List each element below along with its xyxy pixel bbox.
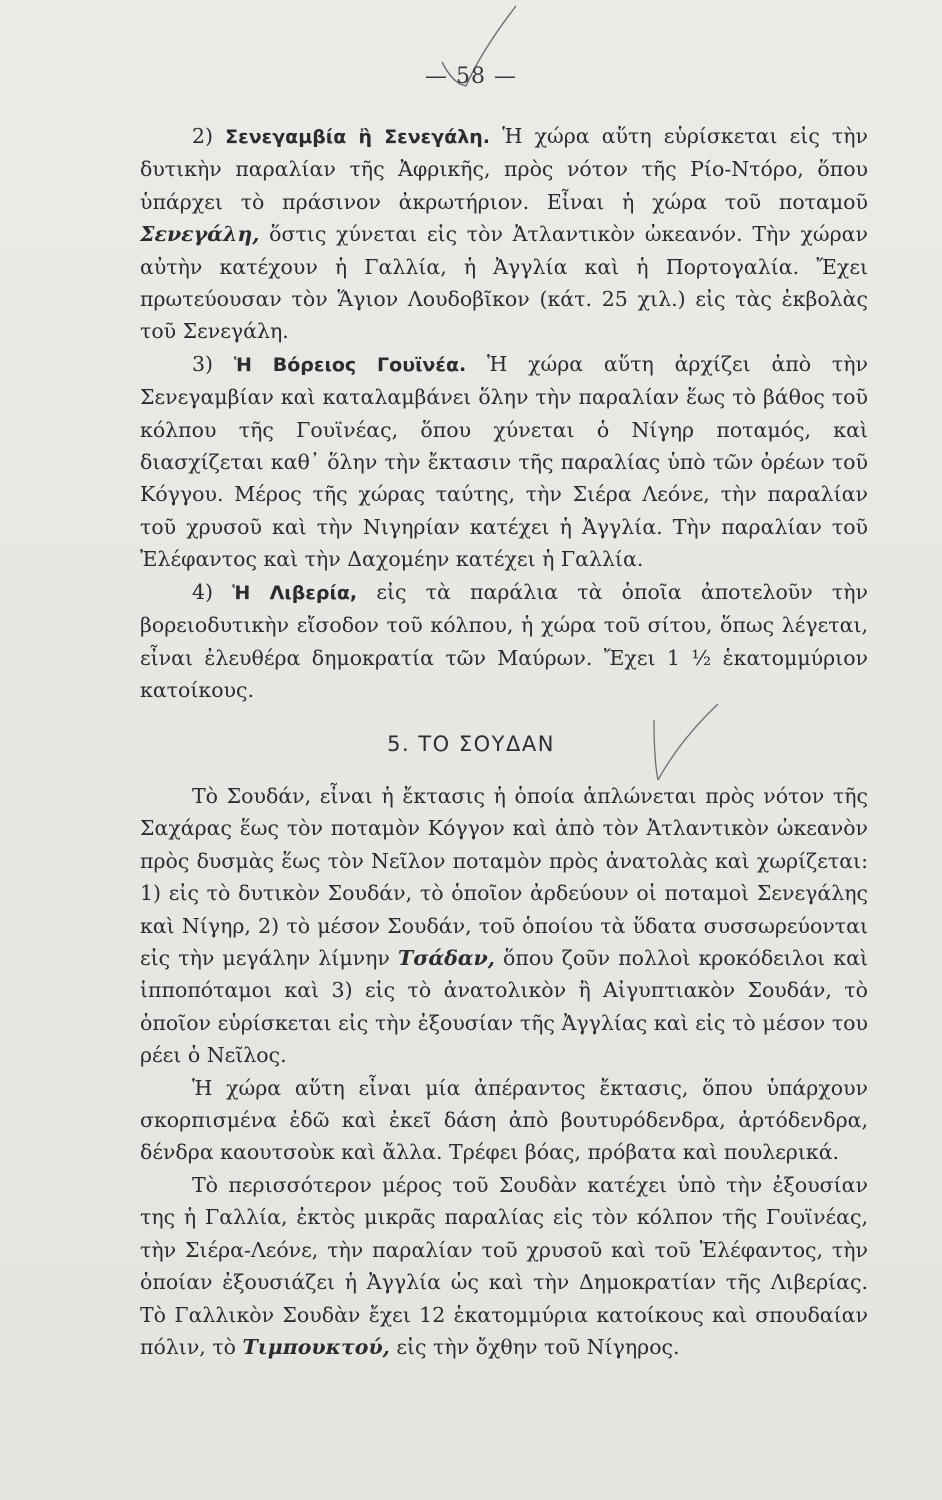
section-title: 5. ΤΟ ΣΟΥΔΑΝ: [387, 732, 555, 756]
heading-term: Ἡ Βόρειος Γουϊνέα.: [233, 353, 467, 376]
emphasized-term: Τσάδαν,: [397, 946, 495, 971]
paragraph-text: Ἡ χώρα αὕτη εὑρίσκεται εἰς τὴν δυτικὴν παραλίαν τῆς Ἀφρικῆς, πρὸς νότον τῆς Ρίο-Ντόρο, ὅπου ὑπάρχει τὸ πράσινον ἀκρωτήριον. Εἶναι ἡ χώρα τοῦ ποταμοῦ: [140, 124, 868, 214]
paragraph-text: εἰς τὰ παράλια τὰ ὁποῖα ἀποτελοῦν τὴν βορειοδυτικὴν εἴσοδον τοῦ κόλπου, ἡ χώρα τοῦ σίτου, ὅπως λέγεται, εἶναι ἐλευθέρα δημοκρατία τῶν Μαύρων. Ἔχει 1 ½ ἑκατομμύριον κατοίκους.: [140, 579, 868, 702]
paragraph-text: Ἡ χώρα αὕτη εἶναι μία ἀπέραντος ἔκτασις, ὅπου ὑπάρχουν σκορπισμένα ἐδῶ καὶ ἐκεῖ δάση ἀπὸ βουτυρόδενδρα, ἀρτόδενδρα, δένδρα καουτσοὺκ καὶ ἄλλα. Τρέφει βόας, πρόβατα καὶ πουλερικά.: [140, 1075, 868, 1165]
paragraph-north-guinea: [140, 348, 868, 576]
page-number: — 58 —: [425, 64, 517, 89]
paragraph-sudan-nature: [140, 1072, 868, 1169]
heading-term: Ἡ Λιβερία,: [232, 581, 358, 604]
upper-text-block: [140, 120, 868, 706]
paragraph-text: ὅστις χύνεται εἰς τὸν Ἀτλαντικὸν ὠκεανόν. Τὴν χώραν αὐτὴν κατέχουν ἡ Γαλλία, ἡ Ἀγγλία καὶ ἡ Πορτογαλία. Ἔχει πρωτεύουσαν τὸν Ἅγιον Λουδοβῖκον (κάτ. 25 χιλ.) εἰς τὰς ἐκβολὰς τοῦ Σενεγάλη.: [140, 222, 868, 344]
paragraph-text: Τὸ Σουδάν, εἶναι ἡ ἔκτασις ἡ ὁποία ἁπλώνεται πρὸς νότον τῆς Σαχάρας ἕως τὸν ποταμὸν Κόγγον καὶ ἀπὸ τὸν Ἀτλαντικὸν ὠκεανὸν πρὸς δυσμὰς ἕως τὸν Νεῖλον ποταμὸν πρὸς ἀνατολὰς καὶ χωρίζεται: 1) εἰς τὸ δυτικὸν Σουδάν, τὸ ὁποῖον ἀρδεύουν οἱ ποταμοὶ Σενεγάλης καὶ Νίγηρ, 2) τὸ μέσον Σουδάν, τοῦ ὁποίου τὰ ὕδατα συσσωρεύονται εἰς τὴν μεγάλην λίμνην: [140, 784, 868, 971]
lower-text-block: [140, 780, 868, 1363]
heading-term: Σενεγαμβία ἢ Σενεγάλη.: [225, 126, 491, 148]
paragraph-text: Τὸ περισσότερον μέρος τοῦ Σουδὰν κατέχει ὑπὸ τὴν ἐξουσίαν της ἡ Γαλλία, ἐκτὸς μικρᾶς παραλίας εἰς τὸν κόλπον τῆς Γουϊνέας, τὴν Σιέρα-Λεόνε, τὴν παραλίαν τοῦ χρυσοῦ καὶ τοῦ Ἐλέφαντος, τὴν ὁποίαν ἐξουσιάζει ἡ Ἀγγλία ὡς καὶ τὴν Δημοκρατίαν τῆς Λιβερίας. Τὸ Γαλλικὸν Σουδὰν ἔχει 12 ἑκατομμύρια κατοίκους καὶ σπουδαίαν πόλιν, τὸ: [140, 1172, 868, 1359]
item-number: 2): [192, 124, 214, 148]
paragraph-text: Ἡ χώρα αὕτη ἀρχίζει ἀπὸ τὴν Σενεγαμβίαν καὶ καταλαμβάνει ὅλην τὴν παραλίαν ἕως τὸ βάθος τοῦ κόλπου τῆς Γουϊνέας, ὅπου χύνεται ὁ Νίγηρ ποταμός, καὶ διασχίζεται καθ᾽ ὅλην τὴν ἔκτασιν τῆς παραλίας ὑπὸ τῶν ὀρέων τοῦ Κόγγου. Μέρος τῆς χώρας ταύτης, τὴν Σιέρα Λεόνε, τὴν παραλίαν τοῦ χρυσοῦ καὶ τὴν Νιγηρίαν κατέχει ἡ Ἀγγλία. Τὴν παραλίαν τοῦ Ἐλέφαντος καὶ τὴν Δαχομέην κατέχει ἡ Γαλλία.: [140, 351, 868, 572]
paragraph-liberia: [140, 576, 868, 707]
paragraph-sudan-rule: [140, 1169, 868, 1363]
item-number: 3): [192, 351, 214, 376]
emphasized-term: Τιμπουκτού,: [242, 1334, 390, 1359]
item-number: 4): [192, 579, 214, 604]
paragraph-text: εἰς τὴν ὄχθην τοῦ Νίγηρος.: [389, 1334, 680, 1359]
paragraph-senegambia: [140, 120, 868, 348]
paragraph-text: ὅπου ζοῦν πολλοὶ κροκόδειλοι καὶ ἱπποπόταμοι καὶ 3) εἰς τὸ ἀνατολικὸν ἢ Αἰγυπτιακὸν Σουδάν, τὸ ὁποῖον εὑρίσκεται εἰς τὴν ἐξουσίαν τῆς Ἀγγλίας καὶ εἰς τὸ μέσον του ρέει ὁ Νεῖλος.: [140, 946, 868, 1068]
emphasized-term: Σενεγάλη,: [140, 222, 260, 247]
paragraph-sudan-extent: [140, 780, 868, 1072]
